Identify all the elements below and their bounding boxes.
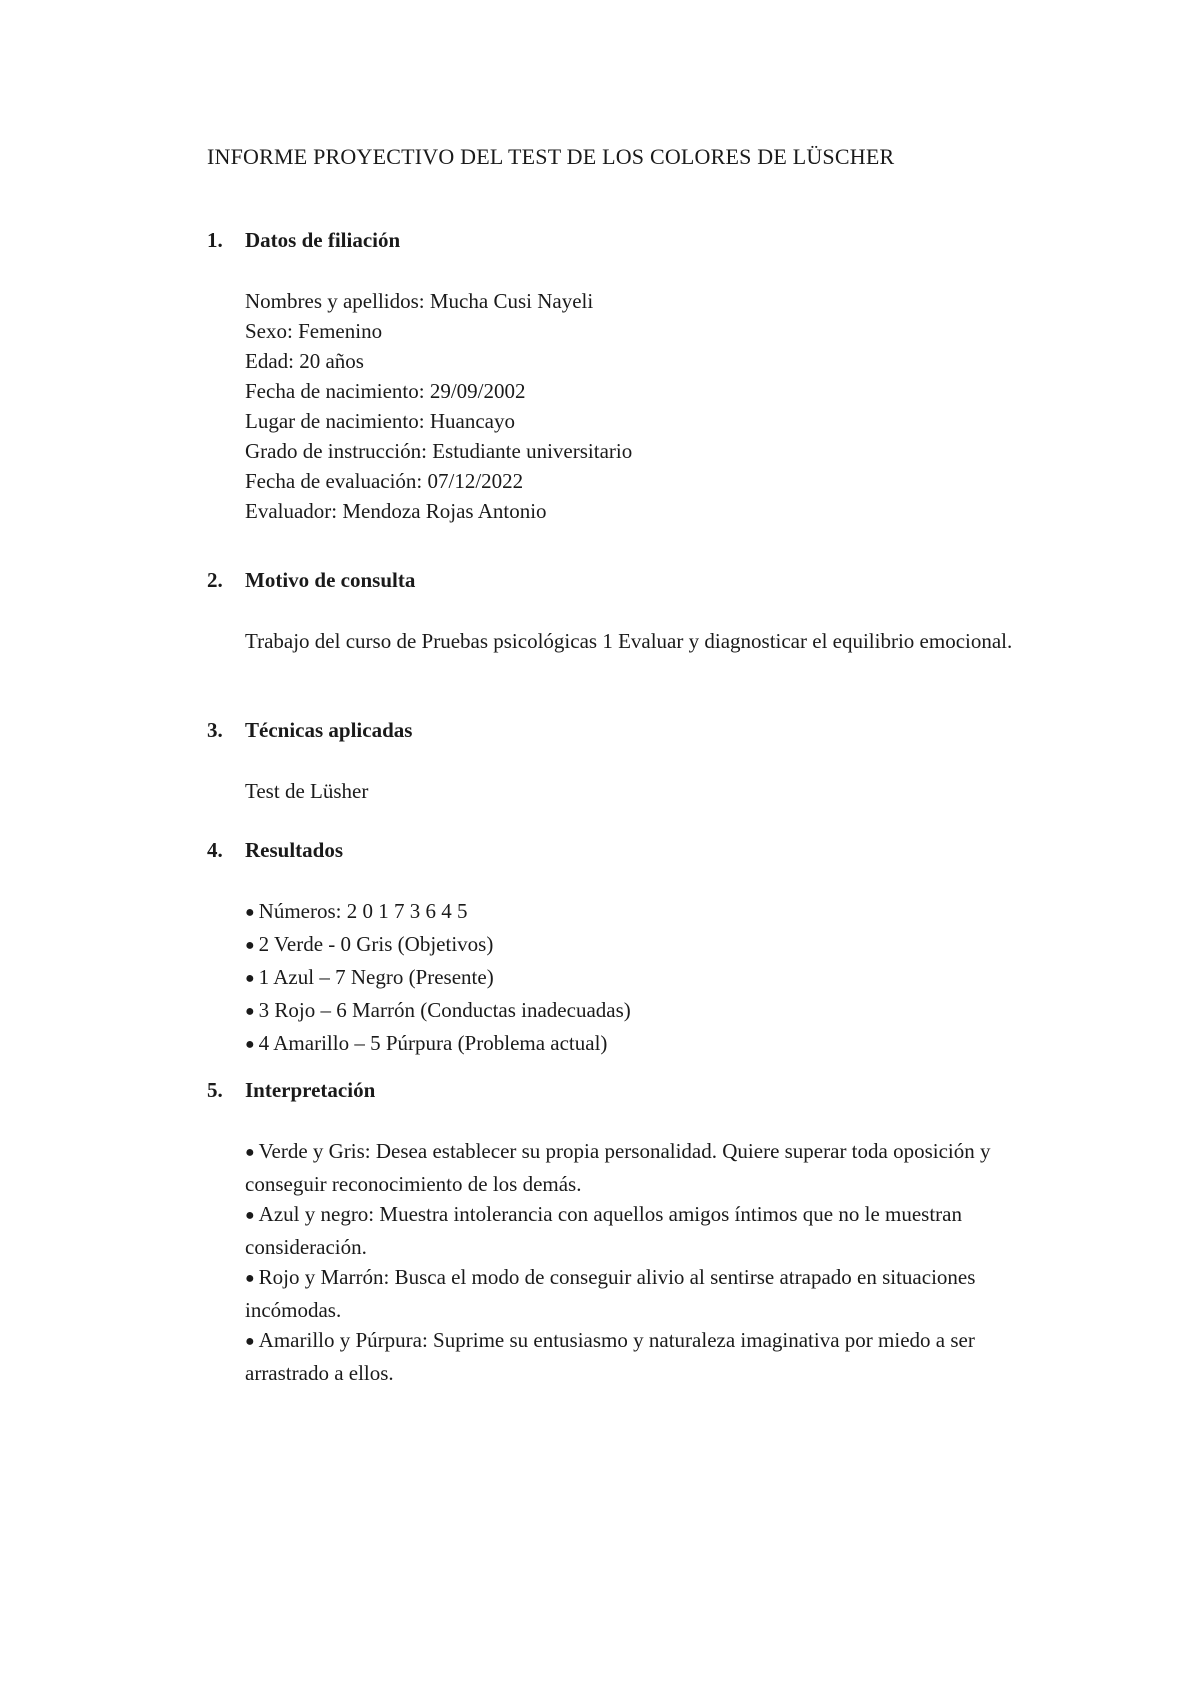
bullet-icon: ● [245, 1333, 255, 1350]
list-item [245, 1199, 1035, 1262]
list-item [245, 962, 1037, 995]
list-item-text: Amarillo y Púrpura: Suprime su entusiasmo y naturaleza imaginativa por miedo a ser arrastrado a ellos. [245, 1328, 975, 1385]
field-edad: Edad: 20 años [245, 349, 364, 373]
field-fecha-nacimiento: Fecha de nacimiento: 29/09/2002 [245, 379, 526, 403]
section-title: Resultados [245, 838, 344, 862]
bullet-icon: ● [245, 970, 255, 987]
bullet-icon: ● [245, 1003, 255, 1020]
list-item [245, 1136, 1035, 1199]
section-body [245, 776, 1037, 806]
section-heading [207, 228, 1037, 258]
motivo-text: Trabajo del curso de Pruebas psicológicas 1 Evaluar y diagnosticar el equilibrio emocional. [245, 629, 1013, 653]
list-item-text: Verde y Gris: Desea establecer su propia personalidad. Quiere superar toda oposición y conseguir reconocimiento de los demás. [245, 1139, 991, 1196]
bullet-icon: ● [245, 1144, 255, 1161]
section-resultados [207, 838, 1037, 1061]
bullet-icon: ● [245, 1036, 255, 1053]
field-grado-instruccion: Grado de instrucción: Estudiante universitario [245, 439, 633, 463]
section-title: Datos de filiación [245, 228, 401, 252]
bullet-icon: ● [245, 1270, 255, 1287]
field-fecha-evaluacion: Fecha de evaluación: 07/12/2022 [245, 469, 524, 493]
list-item-text: Azul y negro: Muestra intolerancia con aquellos amigos íntimos que no le muestran consideración. [245, 1202, 962, 1259]
list-item-text: 1 Azul – 7 Negro (Presente) [258, 965, 494, 989]
section-title: Interpretación [245, 1078, 376, 1102]
list-item-text: 4 Amarillo – 5 Púrpura (Problema actual) [258, 1031, 608, 1055]
section-datos-filiacion [207, 228, 1037, 526]
section-motivo-consulta [207, 568, 1037, 656]
section-heading [207, 1078, 1037, 1108]
list-item [245, 995, 1037, 1028]
list-item [245, 1325, 1035, 1388]
section-number: 1. [207, 228, 223, 252]
field-sexo: Sexo: Femenino [245, 319, 383, 343]
section-heading [207, 838, 1037, 868]
bullet-icon: ● [245, 937, 255, 954]
list-item [245, 896, 1037, 929]
section-number: 3. [207, 718, 223, 742]
list-item [245, 1262, 1035, 1325]
list-item-text: Números: 2 0 1 7 3 6 4 5 [258, 899, 468, 923]
section-body [245, 1136, 1037, 1388]
section-title: Motivo de consulta [245, 568, 416, 592]
section-number: 2. [207, 568, 223, 592]
field-lugar-nacimiento: Lugar de nacimiento: Huancayo [245, 409, 515, 433]
list-item [245, 1028, 1037, 1061]
section-interpretacion [207, 1078, 1037, 1388]
field-nombres: Nombres y apellidos: Mucha Cusi Nayeli [245, 289, 594, 313]
list-item [245, 929, 1037, 962]
list-item-text: 3 Rojo – 6 Marrón (Conductas inadecuadas) [258, 998, 631, 1022]
list-item-text: 2 Verde - 0 Gris (Objetivos) [258, 932, 494, 956]
tecnica-text: Test de Lüsher [245, 779, 369, 803]
bullet-icon: ● [245, 1207, 255, 1224]
document-title: INFORME PROYECTIVO DEL TEST DE LOS COLORES DE LÜSCHER [207, 144, 895, 169]
bullet-icon: ● [245, 904, 255, 921]
section-number: 4. [207, 838, 223, 862]
section-tecnicas-aplicadas [207, 718, 1037, 806]
section-body [245, 626, 1037, 656]
section-body [245, 286, 1037, 526]
section-heading [207, 568, 1037, 598]
section-number: 5. [207, 1078, 223, 1102]
section-body [245, 896, 1037, 1061]
section-title: Técnicas aplicadas [245, 718, 413, 742]
list-item-text: Rojo y Marrón: Busca el modo de conseguir alivio al sentirse atrapado en situaciones incómodas. [245, 1265, 976, 1322]
field-evaluador: Evaluador: Mendoza Rojas Antonio [245, 499, 547, 523]
section-heading [207, 718, 1037, 748]
